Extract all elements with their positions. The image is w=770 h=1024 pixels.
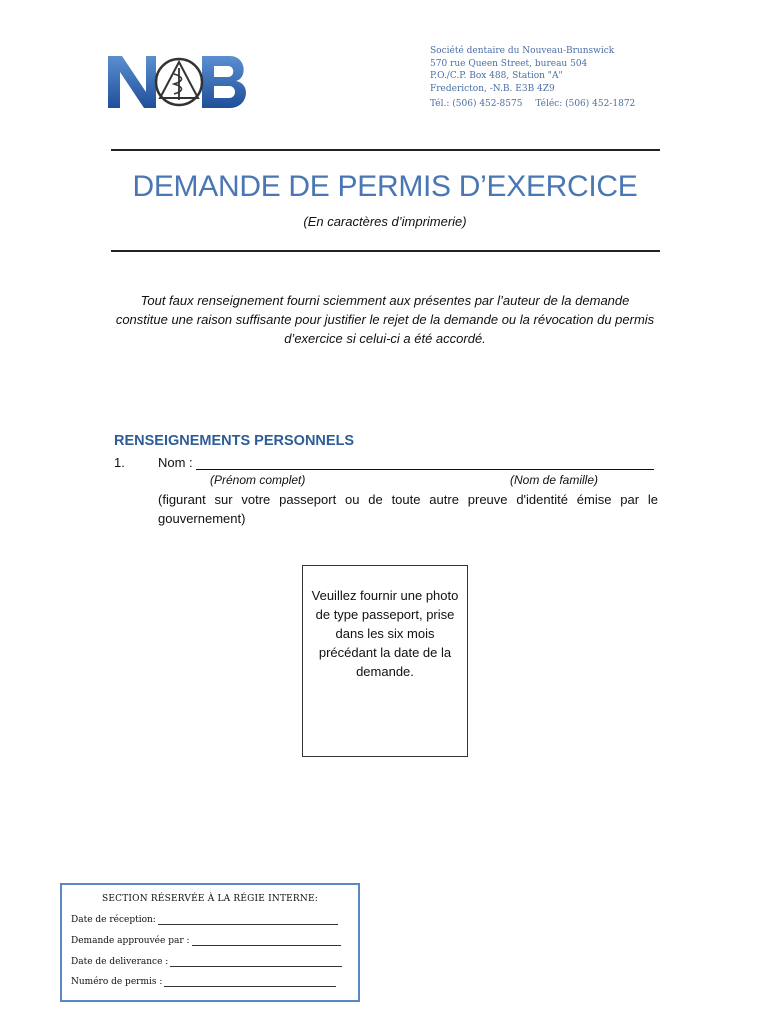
fax: Téléc: (506) 452-1872 xyxy=(535,99,636,109)
page-title: DEMANDE DE PERMIS D’EXERCICE xyxy=(132,170,638,203)
internal-use-section xyxy=(60,883,360,1002)
photo-instructions: Veuillez fournir une photo de type passeport, prise dans les six mois précédant la date de la demande. xyxy=(311,588,459,679)
field-label: Demande approuvée par : xyxy=(71,936,190,946)
svg-text:NB: NB xyxy=(106,50,108,51)
address-block xyxy=(430,45,750,111)
contact-line xyxy=(430,98,750,111)
warning-notice: Tout faux renseignement fourni sciemment aux présentes par l’auteur de la demande constitue une raison suffisante pour justifier le rejet de la demande ou la révocation du permis d’exercice si celui-ci a été accordé. xyxy=(115,293,655,346)
name-input-line[interactable] xyxy=(196,456,654,470)
reception-date-field[interactable] xyxy=(71,915,338,925)
photo-placeholder-box[interactable] xyxy=(302,565,468,757)
item-number: 1. xyxy=(114,455,125,470)
approved-by-field[interactable] xyxy=(71,936,341,946)
last-name-caption: (Nom de famille) xyxy=(510,473,599,487)
field-label: Date de deliverance : xyxy=(71,957,169,967)
field-line[interactable] xyxy=(170,957,342,967)
field-line[interactable] xyxy=(192,936,341,946)
field-line[interactable] xyxy=(164,977,336,987)
bottom-divider xyxy=(111,250,660,252)
field-label: Numéro de permis : xyxy=(71,977,163,987)
first-name-caption: (Prénom complet) xyxy=(210,473,306,487)
section-heading: RENSEIGNEMENTS PERSONNELS xyxy=(114,433,355,449)
name-label: Nom : xyxy=(158,455,193,470)
delivery-date-field[interactable] xyxy=(71,957,342,967)
name-field-row xyxy=(158,455,654,470)
passport-note: (figurant sur votre passeport ou de toute autre preuve d'identité émise par le gouvernement) xyxy=(158,492,658,526)
address-line: P.O./C.P. Box 488, Station "A" xyxy=(430,71,563,81)
top-divider xyxy=(111,149,660,151)
page-subtitle: (En caractères d’imprimerie) xyxy=(303,214,467,229)
nb-dental-society-logo xyxy=(106,50,252,112)
telephone: Tél.: (506) 452-8575 xyxy=(430,99,523,109)
address-line: 570 rue Queen Street, bureau 504 xyxy=(430,58,588,69)
internal-section-title: SECTION RÉSERVÉE À LA RÉGIE INTERNE: xyxy=(101,894,318,904)
permit-number-field[interactable] xyxy=(71,977,336,987)
field-label: Date de réception: xyxy=(71,915,156,925)
address-line: Société dentaire du Nouveau-Brunswick xyxy=(430,46,615,56)
address-line: Fredericton, -N.B. E3B 4Z9 xyxy=(430,83,555,94)
field-line[interactable] xyxy=(158,915,338,925)
